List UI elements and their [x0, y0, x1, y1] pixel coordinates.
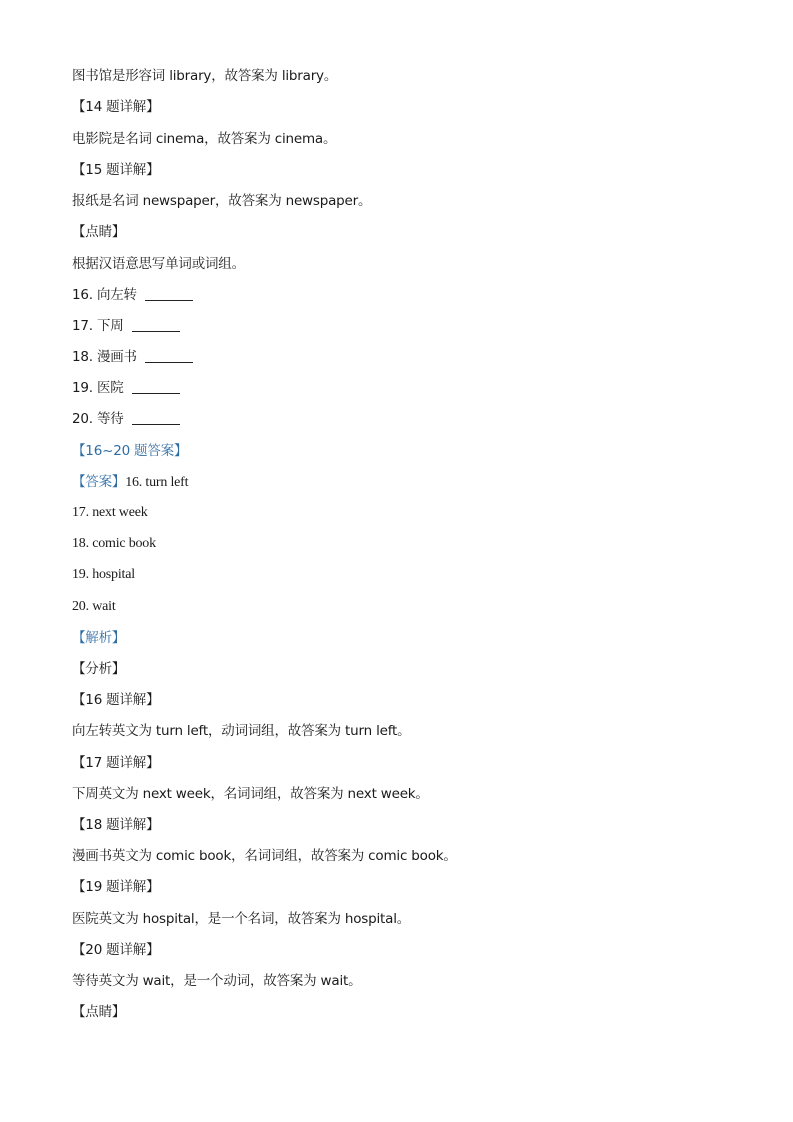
question-text: 18. 漫画书: [72, 349, 137, 365]
analysis-tag: 【解析】: [72, 630, 126, 646]
text-line: 电影院是名词 cinema，故答案为 cinema。: [72, 131, 337, 147]
answer-blank: [132, 381, 180, 394]
answer-line: [72, 473, 188, 492]
section-heading: 【点睛】: [72, 1004, 126, 1020]
text-line: 等待英文为 wait，是一个动词，故答案为 wait。: [72, 973, 362, 989]
answer-text: 16. turn left: [125, 475, 189, 490]
answer-blank: [132, 319, 180, 332]
section-heading: 【14 题详解】: [72, 99, 160, 115]
question-text: 17. 下周: [72, 318, 124, 334]
answer-blank: [145, 350, 193, 363]
text-line: 漫画书英文为 comic book，名词词组，故答案为 comic book。: [72, 848, 457, 864]
answer-text: 17. next week: [72, 505, 148, 520]
question-item: [72, 379, 180, 397]
answer-text: 20. wait: [72, 599, 116, 614]
text-line: 医院英文为 hospital，是一个名词，故答案为 hospital。: [72, 911, 411, 927]
question-text: 16. 向左转: [72, 287, 137, 303]
question-text: 19. 医院: [72, 380, 124, 396]
answer-text: 18. comic book: [72, 536, 156, 551]
section-heading: 【18 题详解】: [72, 817, 160, 833]
text-line: 向左转英文为 turn left，动词词组，故答案为 turn left。: [72, 723, 411, 739]
instruction-text: 根据汉语意思写单词或词组。: [72, 256, 245, 272]
section-heading: 【19 题详解】: [72, 879, 160, 895]
section-heading: 【16 题详解】: [72, 692, 160, 708]
question-item: [72, 348, 193, 366]
answer-tag: 【答案】: [72, 474, 126, 490]
section-heading: 【17 题详解】: [72, 755, 160, 771]
text-line: 图书馆是形容词 library，故答案为 library。: [72, 68, 338, 84]
question-item: [72, 410, 180, 428]
question-item: [72, 317, 180, 335]
section-heading: 【点睛】: [72, 224, 126, 240]
answer-section-heading: 【16~20 题答案】: [72, 443, 188, 459]
question-text: 20. 等待: [72, 411, 124, 427]
answer-text: 19. hospital: [72, 567, 135, 582]
section-heading: 【15 题详解】: [72, 162, 160, 178]
answer-blank: [132, 412, 180, 425]
text-line: 下周英文为 next week，名词词组，故答案为 next week。: [72, 786, 429, 802]
text-line: 报纸是名词 newspaper，故答案为 newspaper。: [72, 193, 372, 209]
answer-blank: [145, 288, 193, 301]
section-heading: 【20 题详解】: [72, 942, 160, 958]
section-heading: 【分析】: [72, 661, 126, 677]
question-item: [72, 286, 193, 304]
